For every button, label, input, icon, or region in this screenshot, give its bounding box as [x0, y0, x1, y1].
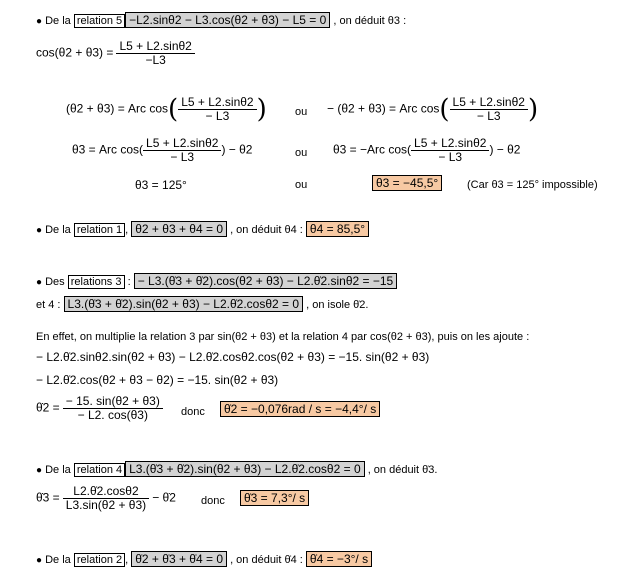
relation-ref: relation 1: [74, 223, 125, 237]
theta3-row-b: [72, 137, 252, 164]
cos-eq-lhs: cos(θ2 + θ3) =: [36, 45, 114, 60]
bullet-icon: ●: [36, 16, 43, 27]
fraction-numerator: L5 + L2.sinθ2: [116, 40, 194, 54]
theta3-lhs-1: θ3 = Arc cos(: [72, 142, 144, 157]
relation-4-line: [36, 297, 368, 312]
relation-ref: relation 4: [74, 463, 125, 477]
ou-label: ou: [295, 179, 308, 191]
ou-label: ou: [295, 147, 308, 159]
intro-text: De la: [45, 15, 71, 27]
donc-label: donc: [201, 495, 225, 507]
explanation-text: En effet, on multiplie la relation 3 par sin(θ2 + θ3) et la relation 4 par cos(θ2 + θ3), puis on les ajoute :: [36, 331, 530, 343]
arccos-lhs-2: − (θ2 + θ3) = Arc cos: [327, 101, 440, 116]
fraction-denominator: − L3: [170, 150, 195, 164]
theta4-dot-result-box: θ̇4 = −3°/ s: [306, 551, 372, 567]
theta3-dot-tail: − θ̇2: [152, 490, 176, 505]
relation-ref: relation 2: [74, 553, 125, 567]
relation-ref: relations 3: [68, 275, 125, 289]
intro-text: De la: [45, 224, 71, 236]
theta3-tail-1: ) − θ2: [221, 142, 253, 157]
intro-text-end: , on déduit θ3 :: [333, 15, 407, 27]
arccos-row-a-alt: [327, 96, 538, 123]
fraction-numerator: L5 + L2.sinθ2: [178, 96, 256, 110]
theta2-dot-lhs: θ̇2 =: [36, 400, 60, 415]
theta2-dot-equation: [36, 395, 163, 422]
donc-label: donc: [181, 406, 205, 418]
theta2-dot-fraction: [63, 395, 163, 422]
derivation-line-2: − L2.θ̇2.cos(θ2 + θ3 − θ2) = −15. sin(θ2 + θ3): [36, 373, 279, 387]
equation-relation-4: L3.(θ̇3 + θ̇2).sin(θ2 + θ3) − L2.θ̇2.cosθ2 = 0: [64, 296, 304, 312]
fraction-denominator: − L3: [476, 109, 501, 123]
theta2-dot-result-box: θ̇2 = −0,076rad / s = −4,4°/ s: [220, 401, 380, 417]
section-relation-4: [36, 462, 437, 478]
theta2-dot-result: [220, 402, 380, 417]
bullet-icon: ●: [36, 555, 43, 566]
theta3-row-b-alt: [333, 137, 520, 164]
theta3-fraction-2: [411, 137, 489, 164]
cos-eq-fraction: [116, 40, 194, 67]
arccos-fraction-2: [450, 96, 528, 123]
theta3-tail-2: ) − θ2: [489, 142, 521, 157]
fraction-numerator: − 15. sin(θ2 + θ3): [63, 395, 163, 409]
theta3-dot-result-box: θ̇3 = 7,3°/ s: [240, 490, 309, 506]
intro-text-end: , on déduit θ4 :: [230, 224, 303, 236]
intro-text-end: , on déduit θ̇3.: [367, 464, 438, 476]
ou-label: ou: [295, 106, 308, 118]
theta3-dot-result: [240, 491, 309, 506]
equation-relation-2: θ̇2 + θ̇3 + θ̇4 = 0: [131, 551, 227, 567]
fraction-denominator: L3.sin(θ2 + θ3): [65, 498, 147, 512]
relation-ref: relation 5: [74, 14, 125, 28]
intro-text-end: , on déduit θ̇4 :: [230, 554, 303, 566]
intro-text: Des: [45, 276, 65, 288]
equation-relation-4-b: L3.(θ̇3 + θ̇2).sin(θ2 + θ3) − L2.θ̇2.cosθ2 = 0: [125, 461, 365, 477]
paren-right-icon: ): [527, 94, 539, 125]
intro-text: et 4 :: [36, 299, 61, 311]
arccos-row-a: [66, 96, 267, 123]
intro-text: De la: [45, 554, 71, 566]
bullet-icon: ●: [36, 465, 43, 476]
section-relation-1: ● De la relation 1 , θ2 + θ3 + θ4 = 0 , on déduit θ4 : θ4 = 85,5°: [36, 222, 369, 238]
equation-relation-3: − L3.(θ̇3 + θ̇2).cos(θ2 + θ3) − L2.θ̇2.sinθ2 = −15: [134, 273, 398, 289]
intro-text: De la: [45, 464, 71, 476]
section-relation-5: [36, 13, 406, 29]
equation-relation-5: −L2.sinθ2 − L3.cos(θ2 + θ3) − L5 = 0: [125, 12, 330, 28]
colon: :: [127, 276, 131, 288]
fraction-numerator: L5 + L2.sinθ2: [450, 96, 528, 110]
theta3-fraction-1: [143, 137, 221, 164]
theta3-value-125: θ3 = 125°: [135, 178, 187, 192]
arccos-lhs-1: (θ2 + θ3) = Arc cos: [66, 101, 169, 116]
theta3-dot-lhs: θ̇3 =: [36, 490, 60, 505]
derivation-line-1: − L2.θ̇2.sinθ2.sin(θ2 + θ3) − L2.θ̇2.cosθ2.cos(θ2 + θ3) = −15. sin(θ2 + θ3): [36, 350, 430, 364]
fraction-denominator: − L3: [205, 109, 230, 123]
fraction-numerator: L2.θ̇2.cosθ2: [63, 485, 149, 499]
section-relations-3: [36, 274, 397, 290]
paren-right-icon: ): [256, 94, 267, 125]
equation-relation-1: θ2 + θ3 + θ4 = 0: [131, 221, 227, 237]
paren-left-icon: (: [168, 94, 179, 125]
fraction-denominator: − L3: [438, 150, 463, 164]
fraction-denominator: −L3: [145, 53, 166, 67]
impossible-note: (Car θ3 = 125° impossible): [467, 179, 598, 191]
arccos-fraction-1: [178, 96, 256, 123]
fraction-numerator: L5 + L2.sinθ2: [411, 137, 489, 151]
fraction-numerator: L5 + L2.sinθ2: [143, 137, 221, 151]
bullet-icon: ●: [36, 225, 43, 236]
section-relation-2: ● De la relation 2 , θ̇2 + θ̇3 + θ̇4 = 0 , on déduit θ̇4 : θ̇4 = −3°/ s: [36, 552, 372, 568]
cos-equation: [36, 40, 195, 67]
theta3-dot-fraction: [63, 485, 149, 512]
intro-text-end: , on isole θ̇2.: [306, 299, 369, 311]
theta4-result-box: θ4 = 85,5°: [306, 221, 369, 237]
theta3-result-box: θ3 = −45,5°: [372, 175, 442, 191]
bullet-icon: ●: [36, 277, 43, 288]
paren-left-icon: (: [439, 94, 450, 125]
theta3-result: [372, 176, 442, 191]
theta3-dot-equation: [36, 485, 176, 512]
theta3-lhs-2: θ3 = −Arc cos(: [333, 142, 412, 157]
fraction-denominator: − L2. cos(θ3): [77, 408, 148, 422]
